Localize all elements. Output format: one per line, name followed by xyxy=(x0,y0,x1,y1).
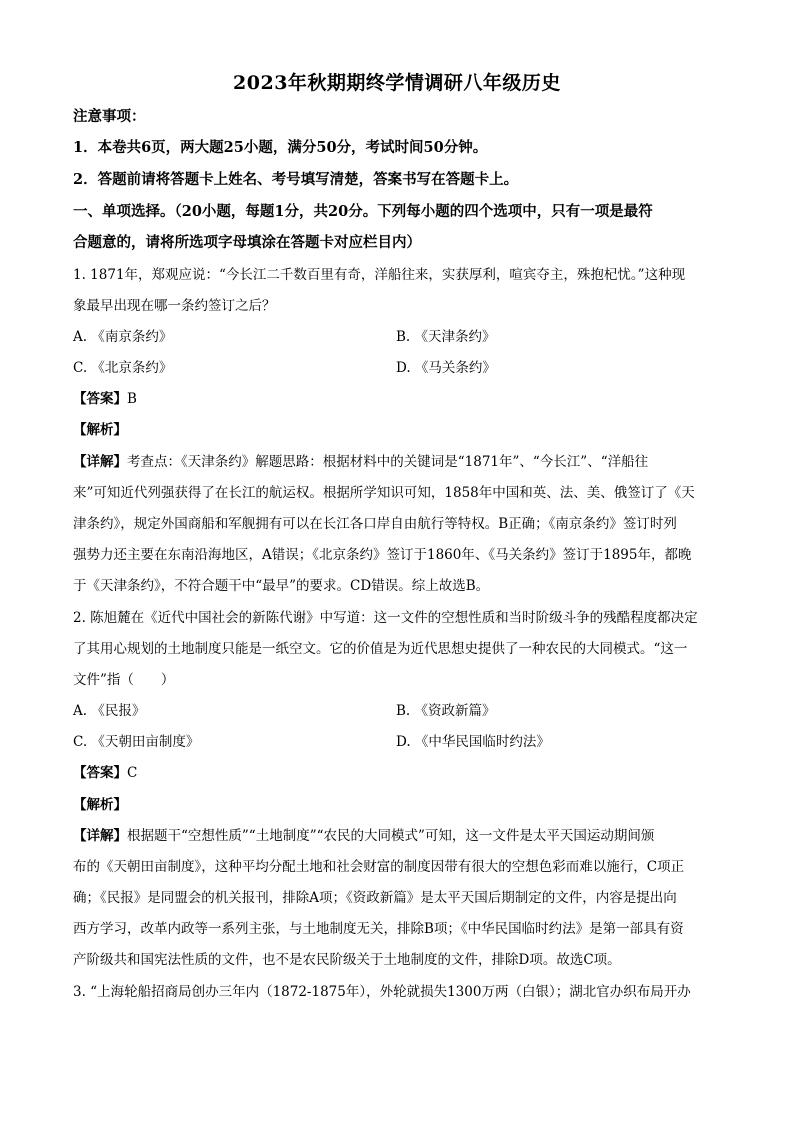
q1-detail-text-1: 考查点：《天津条约》解题思路：根据材料中的关键词是“1871年”、“今长江”、“洋船往 xyxy=(127,454,649,470)
q1-detail-line-2: 来”可知近代列强获得了在长江的航运权。根据所学知识可知，1858年中国和英、法、美、俄签订了《天 xyxy=(73,485,695,501)
q1-answer-value: B xyxy=(127,391,137,407)
q1-detail-line-1 xyxy=(73,452,723,472)
q3-stem-line-1: 3. “上海轮船招商局创办三年内（1872-1875年），外轮就损失1300万两（白银）；湖北官办织布局开办 xyxy=(73,984,691,1000)
notice-heading: 注意事项： xyxy=(73,108,146,125)
q2-detail-line-2: 布的《天朝田亩制度》，这种平均分配土地和社会财富的制度因带有很大的空想色彩而难以施行，C项正 xyxy=(73,859,685,875)
q2-detail-line-5: 产阶级共和国宪法性质的文件，也不是农民阶级关于土地制度的文件，排除D项。故选C项。 xyxy=(73,952,621,968)
notice-item-2: 2．答题前请将答题卡上姓名、考号填写清楚，答案书写在答题卡上。 xyxy=(73,171,519,188)
q1-option-c: C. 《北京条约》 xyxy=(73,360,173,376)
q1-detail-tag: 【详解】 xyxy=(73,454,127,470)
exam-title: 2023年秋期期终学情调研八年级历史 xyxy=(233,72,561,94)
q1-analysis-tag: 【解析】 xyxy=(73,422,127,438)
q1-stem-line-1: 1. 1871年，郑观应说：“今长江二千数百里有奇，洋船往来，实获厚利，喧宾夺主，殊抱杞忧。”这种现 xyxy=(73,267,686,283)
notice-item-1: 1．本卷共6页，两大题25小题，满分50分，考试时间50分钟。 xyxy=(73,139,488,156)
q2-stem-line-3: 文件”指（ ） xyxy=(73,672,175,688)
q2-detail-text-1: 根据题干“空想性质”“土地制度”“农民的大同模式”可知，这一文件是太平天国运动期间颁 xyxy=(127,828,655,844)
q2-detail-line-1 xyxy=(73,826,723,846)
q1-stem-line-2: 象最早出现在哪一条约签订之后？ xyxy=(73,298,276,314)
q2-detail-line-4: 西方学习，改革内政等一系列主张，与土地制度无关，排除B项；《中华民国临时约法》是第一部具有资 xyxy=(73,921,684,937)
q2-detail-tag: 【详解】 xyxy=(73,828,127,844)
q1-option-b: B. 《天津条约》 xyxy=(396,329,496,345)
q1-detail-line-4: 强势力还主要在东南沿海地区，A错误；《北京条约》签订于1860年、《马关条约》签订于1895年，都晚 xyxy=(73,547,692,563)
section-1-heading-line-2: 合题意的，请将所选项字母填涂在答题卡对应栏目内） xyxy=(73,234,421,251)
q1-detail-line-5: 于《天津条约》，不符合题干中“最早”的要求。CD错误。综上故选B。 xyxy=(73,578,490,594)
q1-answer xyxy=(73,389,723,409)
q1-answer-tag: 【答案】 xyxy=(73,391,127,407)
q2-analysis-tag: 【解析】 xyxy=(73,797,127,813)
q2-stem-line-2: 了其用心规划的土地制度只能是一纸空文。它的价值是为近代思想史提供了一种农民的大同模式。“这一 xyxy=(73,641,688,657)
q1-option-d: D. 《马关条约》 xyxy=(396,360,496,376)
q2-option-d: D. 《中华民国临时约法》 xyxy=(396,734,550,750)
q2-option-b: B. 《资政新篇》 xyxy=(396,703,496,719)
q1-option-a: A. 《南京条约》 xyxy=(73,329,173,345)
q2-detail-line-3: 确；《民报》是同盟会的机关报刊，排除A项；《资政新篇》是太平天国后期制定的文件，内容是提出向 xyxy=(73,890,677,906)
q2-answer-value: C xyxy=(127,765,138,781)
q2-stem-line-1: 2. 陈旭麓在《近代中国社会的新陈代谢》中写道：这一文件的空想性质和当时阶级斗争的残酷程度都决定 xyxy=(73,610,698,626)
q2-answer-tag: 【答案】 xyxy=(73,765,127,781)
q2-option-a: A. 《民报》 xyxy=(73,703,146,719)
q2-option-c: C. 《天朝田亩制度》 xyxy=(73,734,200,750)
q1-detail-line-3: 津条约》，规定外国商船和军舰拥有可以在长江各口岸自由航行等特权。B正确；《南京条约》签订时列 xyxy=(73,516,677,532)
q2-answer xyxy=(73,763,723,783)
section-1-heading-line-1: 一、单项选择。（20小题，每题1分，共20分。下列每小题的四个选项中，只有一项是最符 xyxy=(73,203,653,220)
